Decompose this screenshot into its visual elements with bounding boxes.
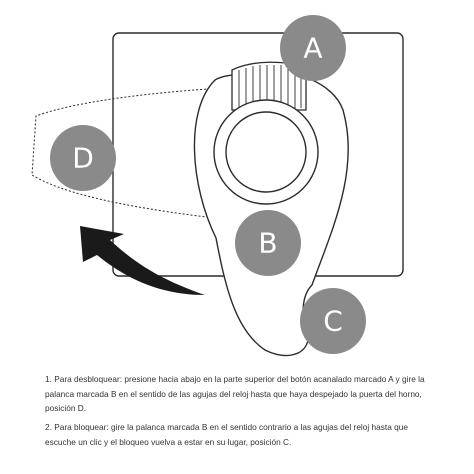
label-b-marker — [235, 210, 301, 276]
unlock-instructions: 1. Para desbloquear: presione hacia abajo en la parte superior del botón acanalado marcado A y gire la palanca marcada B en el sentido de las agujas del reloj hasta que haya despejado la puerta del horno, posición D. — [45, 374, 425, 413]
dial-inner-ring — [226, 112, 306, 192]
label-d-marker — [50, 125, 116, 191]
label-a-text: A — [303, 31, 323, 65]
label-d-text: D — [72, 141, 94, 175]
label-a-marker — [280, 15, 346, 81]
label-c-text: C — [323, 304, 343, 338]
label-b-text: B — [258, 226, 278, 260]
lock-instructions: 2. Para bloquear: gire la palanca marcada B en el sentido contrario a las agujas del reloj hasta que escuche un clic y el bloqueo vuelva a estar en su lugar, posición C. — [45, 422, 408, 447]
label-c-marker — [300, 288, 366, 354]
